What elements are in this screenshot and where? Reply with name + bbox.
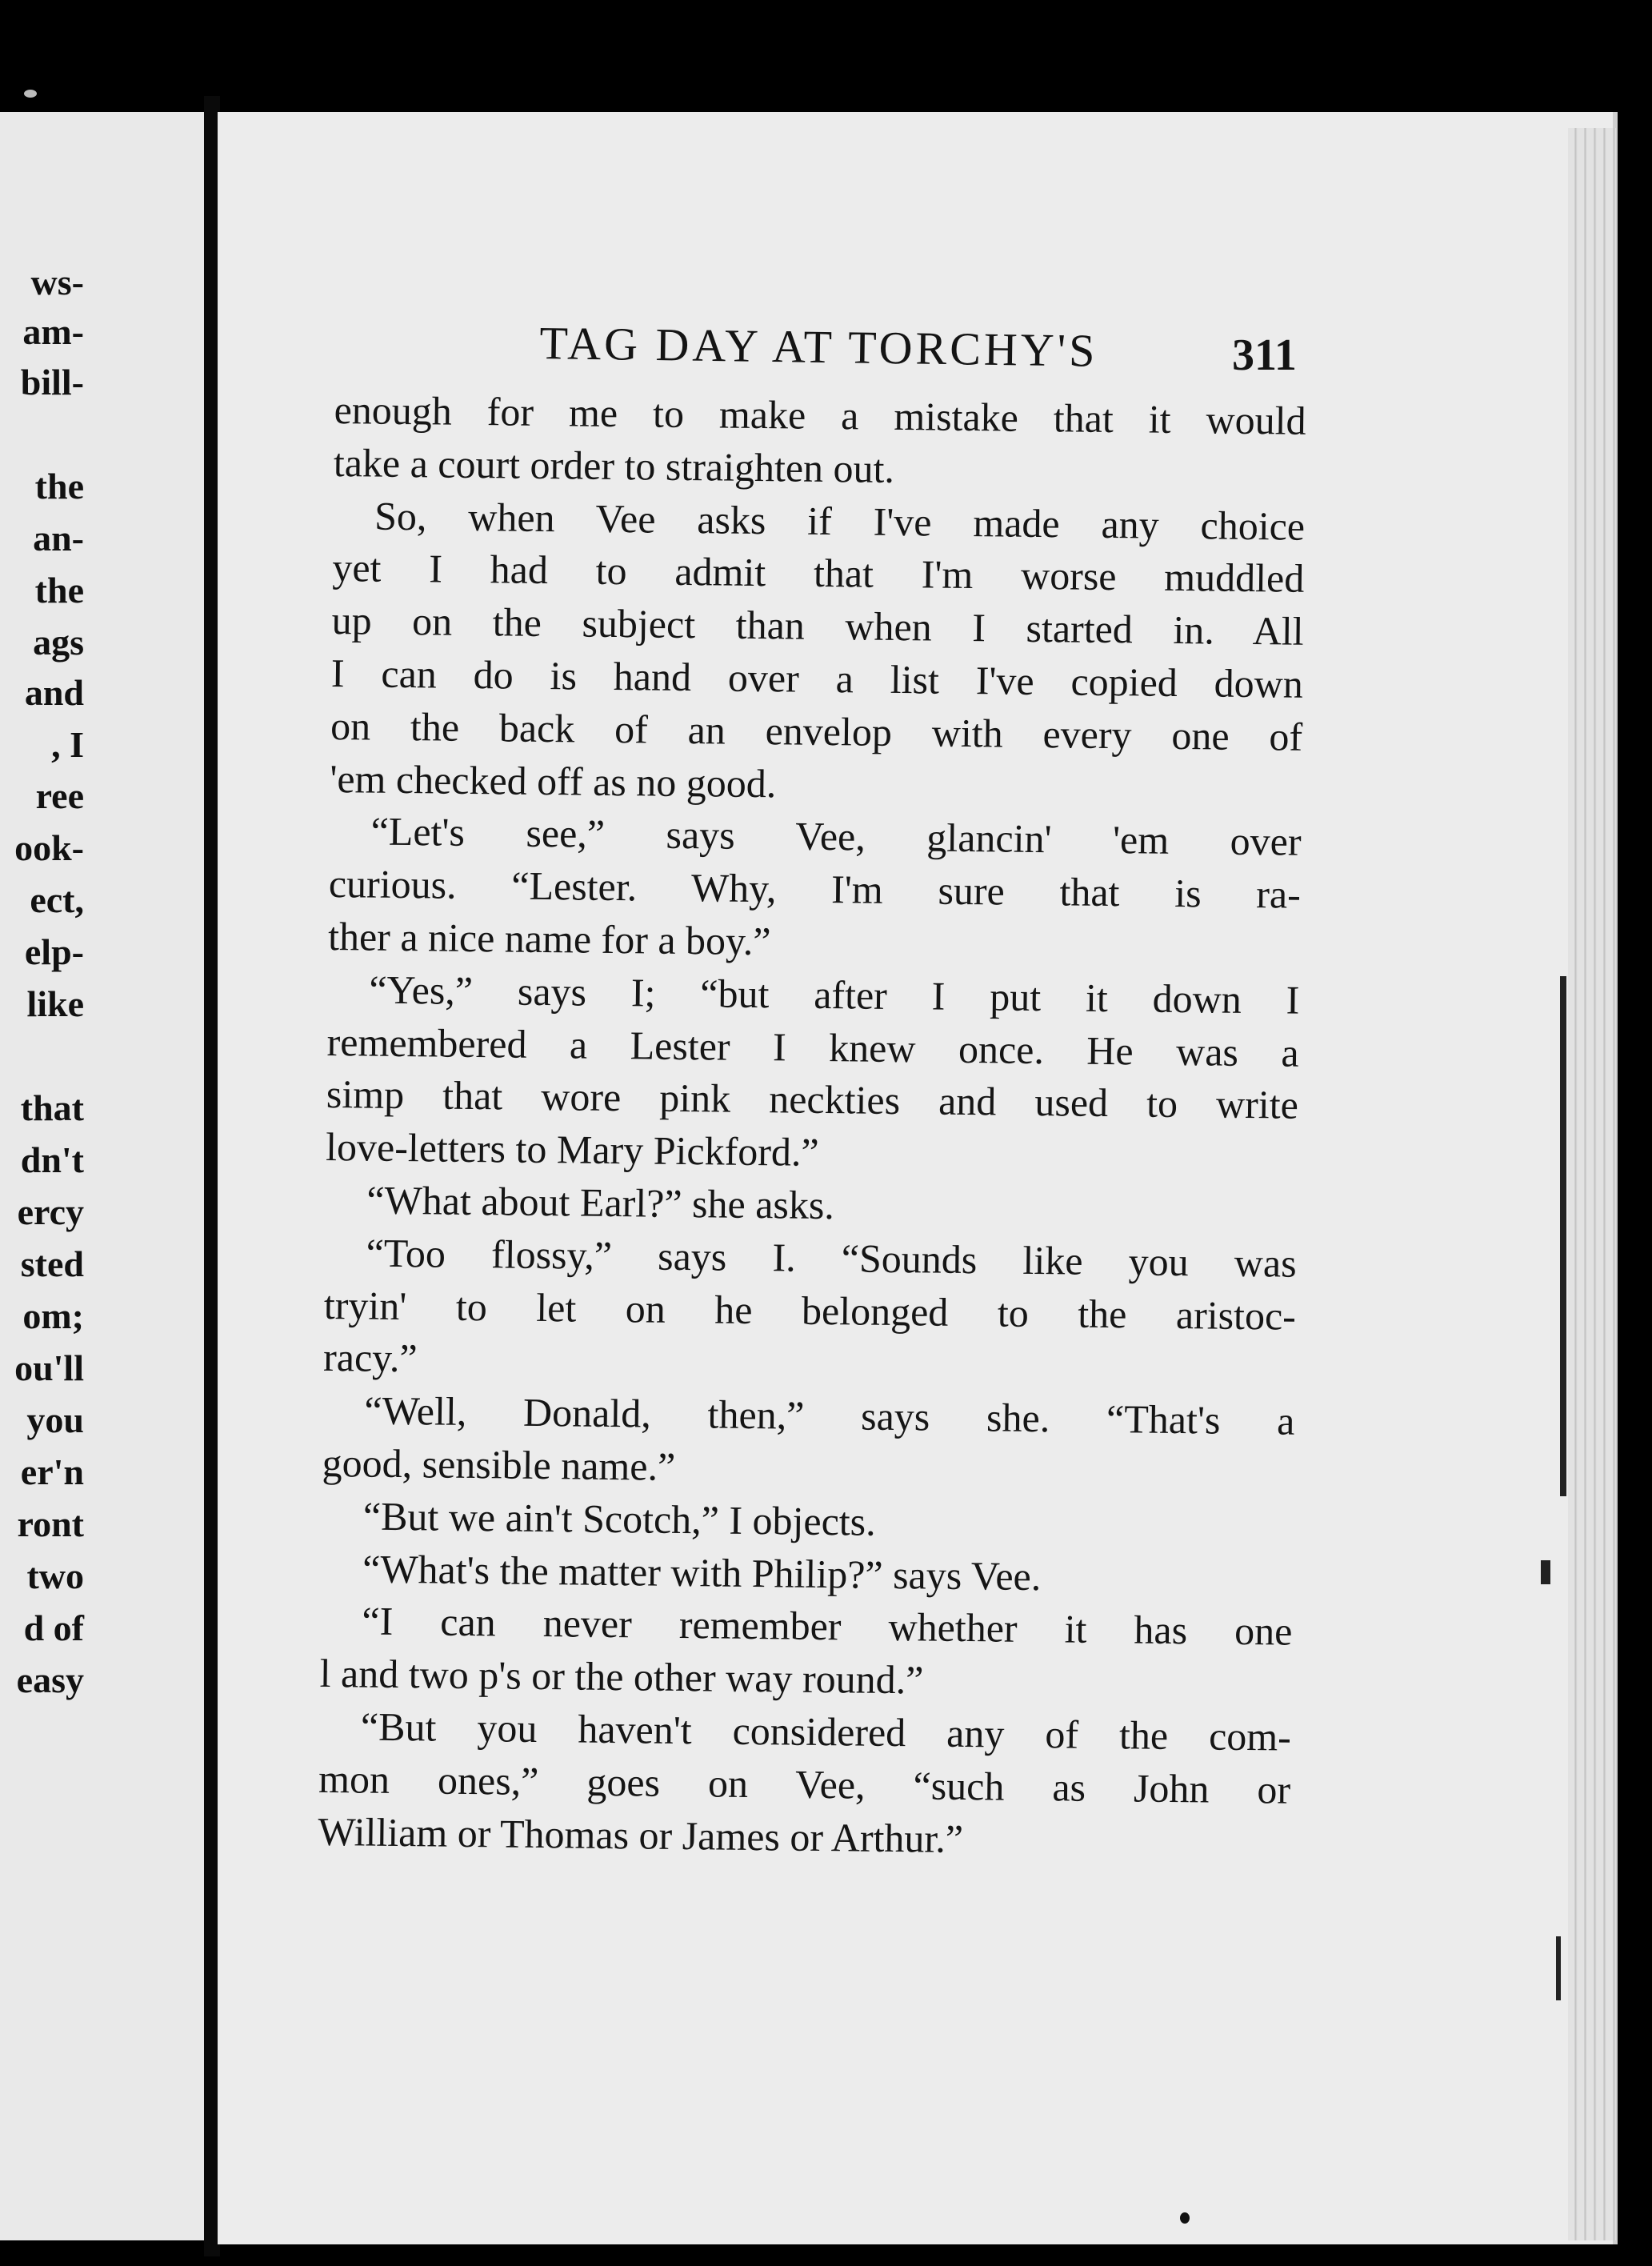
- text-line: So, when Vee asks if I've made any choice: [374, 493, 1306, 549]
- text-line: “Too flossy,” says I. “Sounds like you was: [366, 1230, 1297, 1286]
- left-page-line: am-: [22, 311, 84, 352]
- left-page-line: sted: [20, 1243, 84, 1284]
- text-line: “But you haven't considered any of the com-: [360, 1704, 1292, 1760]
- text-line: remembered a Lester I knew once. He was a: [326, 1019, 1299, 1075]
- text-line: l and two p's or the other way round.”: [319, 1651, 924, 1703]
- left-page-line: and: [24, 672, 84, 713]
- left-page-line: easy: [16, 1659, 84, 1700]
- left-page-line: ercy: [17, 1191, 84, 1232]
- left-page-line: , I: [51, 724, 84, 765]
- edge-mark: [1541, 1560, 1550, 1584]
- left-page-line: d of: [23, 1607, 84, 1648]
- left-page-line: two: [26, 1555, 84, 1596]
- text-line: William or Thomas or James or Arthur.”: [318, 1808, 964, 1861]
- scan-speck: [1180, 2212, 1190, 2224]
- text-line: yet I had to admit that I'm worse muddled: [332, 545, 1305, 602]
- text-line: 'em checked off as no good.: [330, 755, 777, 806]
- text-line: simp that wore pink neckties and used to write: [326, 1071, 1299, 1128]
- running-head: TAG DAY AT TORCHY'S: [539, 316, 1098, 377]
- page-number: 311: [1232, 330, 1297, 380]
- text-line: “I can never remember whether it has one: [362, 1598, 1293, 1655]
- left-page-line: elp-: [24, 931, 84, 972]
- left-page-line: ect,: [30, 879, 84, 920]
- left-page-line: ou'll: [14, 1347, 84, 1388]
- text-line: love-letters to Mary Pickford.”: [325, 1124, 819, 1175]
- text-line: ther a nice name for a boy.”: [327, 913, 771, 964]
- left-page-line: you: [26, 1399, 84, 1440]
- text-line: I can do is hand over a list I've copied down: [330, 650, 1304, 707]
- left-page-line: bill-: [20, 362, 84, 402]
- text-line: enough for me to make a mistake that it would: [334, 386, 1306, 443]
- left-page-line: om;: [22, 1295, 84, 1336]
- text-line: on the back of an envelop with every one of: [330, 703, 1303, 759]
- text-line: “Well, Donald, then,” says she. “That's a: [364, 1387, 1295, 1443]
- left-page-line: dn't: [20, 1139, 84, 1180]
- left-page-line: the: [34, 466, 84, 506]
- left-page-line: like: [26, 983, 84, 1024]
- left-page-line: ook-: [14, 827, 84, 868]
- text-line: tryin' to let on he belonged to the aristoc-: [323, 1282, 1297, 1339]
- text-line: up on the subject than when I started in. All: [331, 598, 1304, 654]
- edge-mark: [1556, 1936, 1561, 2000]
- text-line: curious. “Lester. Why, I'm sure that is ra-: [328, 861, 1302, 917]
- left-page-line: ront: [17, 1503, 84, 1544]
- text-line: “But we ain't Scotch,” I objects.: [362, 1493, 877, 1544]
- text-line: racy.”: [322, 1335, 418, 1381]
- page-edges: [1568, 128, 1616, 2240]
- body-text: [318, 384, 1306, 1869]
- left-page-line: ws-: [30, 262, 84, 302]
- left-page-line: the: [34, 570, 84, 611]
- left-page-fragment: [0, 112, 212, 2240]
- left-page-line: an-: [33, 518, 84, 558]
- text-line: mon ones,” goes on Vee, “such as John or: [318, 1756, 1291, 1812]
- left-page-line: ags: [33, 622, 84, 663]
- text-line: “What's the matter with Philip?” says Vee.: [362, 1546, 1042, 1599]
- text-line: take a court order to straighten out.: [333, 439, 895, 491]
- text-line: “Yes,” says I; “but after I put it down I: [369, 967, 1300, 1023]
- left-page-line: that: [20, 1087, 84, 1128]
- edge-mark: [1560, 976, 1566, 1496]
- text-line: “Let's see,” says Vee, glancin' 'em over: [370, 808, 1302, 865]
- text-line: good, sensible name.”: [322, 1439, 676, 1489]
- left-page-line: er'n: [20, 1451, 84, 1492]
- text-line: “What about Earl?” she asks.: [366, 1177, 835, 1228]
- scan-speck: [24, 90, 37, 98]
- left-page-line: ree: [35, 775, 84, 816]
